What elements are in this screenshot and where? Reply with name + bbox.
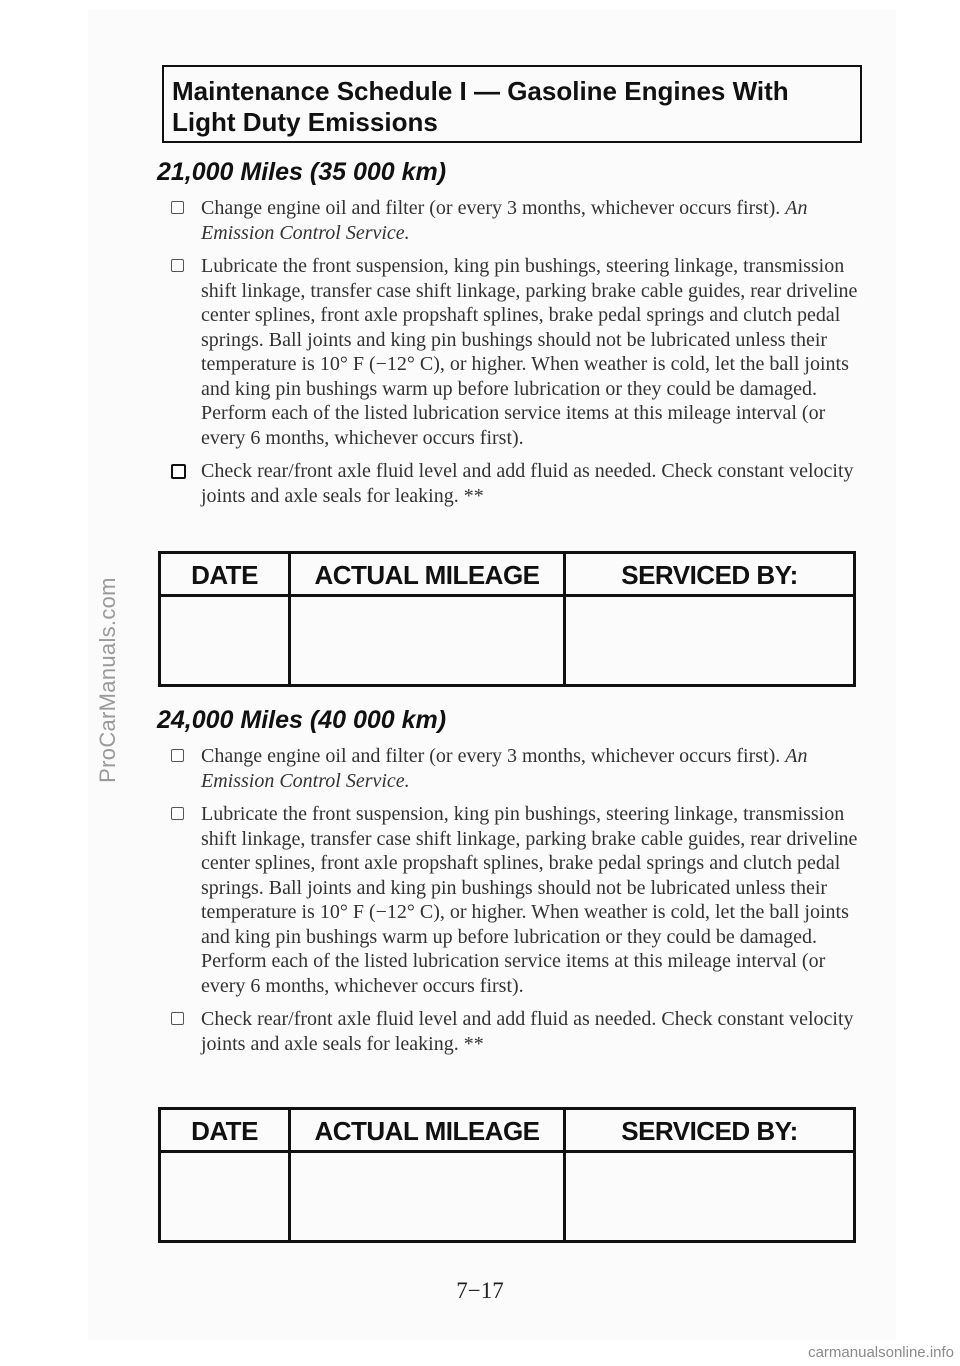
item-text: Change engine oil and filter (or every 3 months, whichever occurs first). bbox=[201, 197, 781, 219]
checkbox-icon[interactable] bbox=[171, 749, 184, 762]
checklist-item bbox=[168, 459, 858, 508]
item-text: Lubricate the front suspension, king pin bushings, steering linkage, transmission shift linkage, transfer case shift linkage, parking brake cable guides, rear driveline center splines, front axle propshaft splines, brake pedal springs and clutch pedal springs. Ball joints and king pin bushings should not be lubricated unless their temperature is 10° F (−12° C), or higher. When weather is cold, let the ball joints and king pin bushings warm up before lubrication or they could be damaged. Perform each of the listed lubrication service items at this mileage interval (or every 6 months, whichever occurs first). bbox=[201, 255, 858, 449]
site-watermark: carmanualsonline.info bbox=[808, 1344, 954, 1361]
checklist-item bbox=[168, 744, 858, 793]
section-items-24000 bbox=[168, 744, 858, 1056]
checklist-item bbox=[168, 196, 858, 245]
date-header: DATE bbox=[191, 1116, 258, 1146]
serviced-by-header: SERVICED BY: bbox=[621, 1116, 798, 1146]
item-text: Change engine oil and filter (or every 3 months, whichever occurs first). bbox=[201, 745, 781, 767]
serviced-by-header: SERVICED BY: bbox=[621, 560, 798, 590]
checkbox-icon[interactable] bbox=[171, 259, 184, 272]
header-line-1: Maintenance Schedule I — Gasoline Engines With bbox=[172, 76, 789, 106]
item-italic-note: An Emission Control Service. bbox=[201, 745, 808, 792]
schedule-header bbox=[162, 65, 862, 143]
date-header: DATE bbox=[191, 560, 258, 590]
checkbox-icon[interactable] bbox=[171, 807, 184, 820]
item-italic-note: An Emission Control Service. bbox=[201, 197, 808, 244]
side-watermark: ProCarManuals.com bbox=[95, 577, 120, 783]
section-title-24000: 24,000 Miles (40 000 km) bbox=[157, 706, 447, 734]
item-text: Lubricate the front suspension, king pin bushings, steering linkage, transmission shift linkage, transfer case shift linkage, parking brake cable guides, rear driveline center splines, front axle propshaft splines, brake pedal springs and clutch pedal springs. Ball joints and king pin bushings should not be lubricated unless their temperature is 10° F (−12° C), or higher. When weather is cold, let the ball joints and king pin bushings warm up before lubrication or they could be damaged. Perform each of the listed lubrication service items at this mileage interval (or every 6 months, whichever occurs first). bbox=[201, 803, 858, 997]
header-line-2: Light Duty Emissions bbox=[172, 107, 438, 137]
section-title-21000: 21,000 Miles (35 000 km) bbox=[157, 158, 447, 186]
checkbox-icon[interactable] bbox=[171, 201, 184, 214]
item-text: Check rear/front axle fluid level and add fluid as needed. Check constant velocity joints and axle seals for leaking. ** bbox=[201, 460, 854, 507]
checklist-item bbox=[168, 1007, 858, 1056]
checkbox-icon[interactable] bbox=[171, 464, 186, 479]
checklist-item bbox=[168, 802, 858, 998]
actual-mileage-header: ACTUAL MILEAGE bbox=[314, 560, 540, 590]
service-log-table-24000 bbox=[158, 1107, 856, 1243]
actual-mileage-header: ACTUAL MILEAGE bbox=[314, 1116, 540, 1146]
checkbox-icon[interactable] bbox=[171, 1012, 184, 1025]
page-number: 7−17 bbox=[456, 1278, 504, 1303]
item-text: Check rear/front axle fluid level and add fluid as needed. Check constant velocity joints and axle seals for leaking. ** bbox=[201, 1008, 854, 1055]
service-log-table-21000 bbox=[158, 551, 856, 687]
section-items-21000 bbox=[168, 196, 858, 508]
checklist-item bbox=[168, 254, 858, 450]
